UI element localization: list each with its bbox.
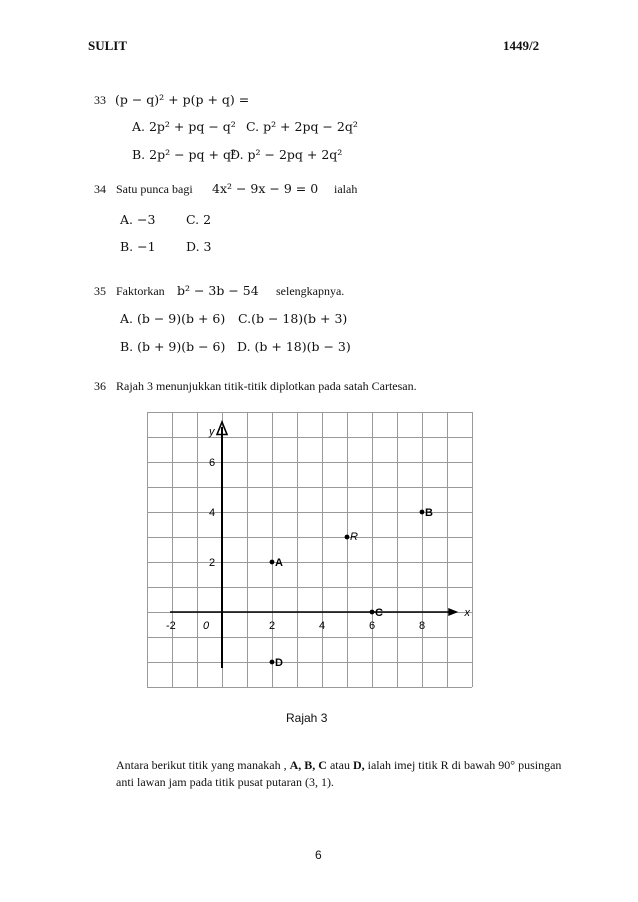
question-stem-prefix: Faktorkan	[116, 284, 165, 298]
option-a: A. (b − 9)(b + 6)	[120, 311, 226, 326]
x-tick-label: 2	[269, 620, 276, 632]
option-c: C. 2	[186, 212, 212, 227]
question-stem-prefix: Satu punca bagi	[116, 182, 193, 196]
point-a	[270, 560, 275, 565]
question-stem-suffix: selengkapnya.	[276, 284, 345, 298]
x-axis-arrow-icon	[448, 608, 458, 616]
question-stem-suffix: ialah	[334, 182, 358, 196]
x-tick-label: 8	[419, 620, 426, 632]
point-b	[420, 510, 425, 515]
x-axis-label: x	[464, 607, 470, 619]
question-stem-math: b² − 3b − 54	[177, 283, 259, 298]
point-label-d: D	[275, 657, 283, 669]
prompt-text: Antara berikut titik yang manakah ,	[116, 758, 287, 772]
option-b: B. −1	[120, 239, 156, 254]
point-c	[370, 610, 375, 615]
prompt-options-bold: A, B, C	[289, 758, 327, 772]
option-c: C.(b − 18)(b + 3)	[238, 311, 348, 326]
page-number: 6	[315, 848, 322, 862]
question-number: 34	[94, 182, 106, 196]
prompt-text: ialah imej titik R di bawah 90° pusingan	[367, 758, 562, 772]
question-stem: Rajah 3 menunjukkan titik-titik diplotkan pada satah Cartesan.	[116, 379, 417, 393]
y-axis-label: y	[209, 425, 215, 438]
option-a: A. −3	[120, 212, 156, 227]
question-stem-math: 4x² − 9x − 9 = 0	[212, 181, 319, 196]
option-b: B. (b + 9)(b − 6)	[120, 339, 226, 354]
figure-caption: Rajah 3	[286, 711, 328, 725]
prompt-option-d-bold: D,	[352, 758, 365, 772]
question-number: 33	[94, 93, 106, 107]
x-tick-label: -2	[166, 620, 176, 632]
point-label-a: A	[275, 557, 283, 569]
question-number: 35	[94, 284, 106, 298]
point-label-c: C	[375, 607, 383, 619]
point-label-b: B	[425, 507, 433, 519]
option-d: D. (b + 18)(b − 3)	[237, 339, 351, 354]
option-b: B. 2p² − pq + q²	[132, 147, 236, 162]
point-r	[345, 535, 350, 540]
question-number: 36	[94, 379, 106, 393]
header-right: 1449/2	[503, 38, 540, 53]
question-stem: (p − q)² + p(p + q) =	[115, 92, 250, 107]
prompt-line-2: anti lawan jam pada titik pusat putaran (3, 1).	[116, 775, 334, 789]
option-a: A. 2p² + pq − q²	[132, 119, 236, 134]
option-c: C. p² + 2pq − 2q²	[246, 119, 358, 134]
prompt-line-1	[116, 757, 561, 774]
option-d: D. 3	[186, 239, 212, 254]
point-label-r: R	[350, 531, 358, 543]
cartesian-plane	[147, 412, 473, 694]
grid-lines	[147, 412, 473, 688]
x-tick-label: 4	[319, 620, 326, 632]
tick-labels	[166, 426, 471, 632]
option-d: D. p² − 2pq + 2q²	[230, 147, 343, 162]
y-tick-label: 2	[209, 557, 216, 569]
y-tick-label: 4	[209, 507, 216, 519]
question-36-prompt	[116, 757, 561, 791]
point-d	[270, 660, 275, 665]
x-tick-label: 6	[369, 620, 376, 632]
y-tick-label: 6	[209, 457, 216, 469]
header-left: SULIT	[88, 38, 128, 53]
prompt-text: atau	[329, 758, 350, 772]
x-tick-label: 0	[203, 620, 210, 632]
